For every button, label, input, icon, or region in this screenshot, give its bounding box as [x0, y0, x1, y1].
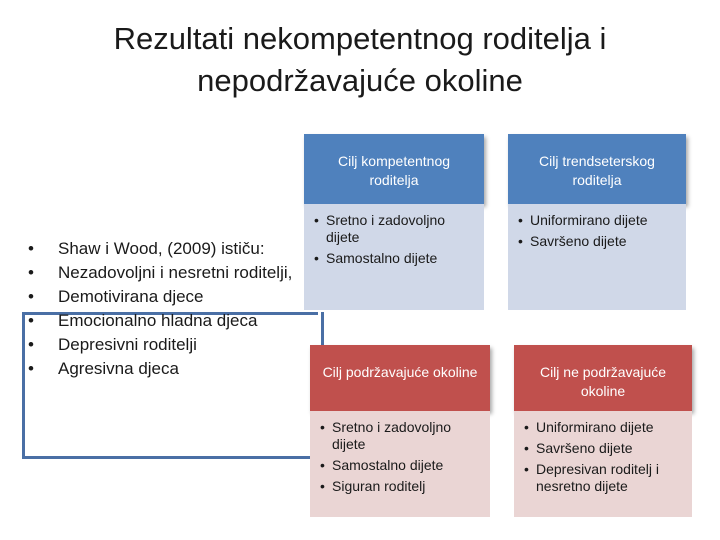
list-item: • Demotivirana djece [28, 286, 298, 308]
competent-parent-heading: Cilj kompetentnog roditelja [304, 134, 484, 204]
competent-parent-box [304, 204, 484, 310]
list-item: • Samostalno dijete [314, 250, 474, 267]
supportive-environment-heading: Cilj podržavajuće okoline [310, 345, 490, 411]
trendsetter-parent-box [508, 204, 686, 310]
list-item: • Savršeno dijete [524, 440, 682, 457]
list-item: • Sretno i zadovoljno dijete [320, 419, 480, 453]
unsupportive-environment-box [514, 411, 692, 517]
unsupportive-environment-heading: Cilj ne podržavajuće okoline [514, 345, 692, 411]
list-item: • Depresivan roditelj i nesretno dijete [524, 461, 682, 495]
list-item: • Siguran roditelj [320, 478, 480, 495]
list-item: • Depresivni roditelji [28, 334, 298, 356]
list-item: • Emocionalno hladna djeca [28, 310, 298, 332]
title-line-2: nepodržavajuće okoline [197, 63, 523, 98]
list-item: • Savršeno dijete [518, 233, 676, 250]
list-item: • Nezadovoljni i nesretni roditelji, [28, 262, 298, 284]
list-item: • Shaw i Wood, (2009) ističu: [28, 238, 298, 260]
left-bullet-list [28, 238, 298, 382]
slide-title [40, 18, 680, 102]
list-item: • Sretno i zadovoljno dijete [314, 212, 474, 246]
trendsetter-parent-heading: Cilj trendseterskog roditelja [508, 134, 686, 204]
list-item: • Samostalno dijete [320, 457, 480, 474]
list-item: • Uniformirano dijete [524, 419, 682, 436]
supportive-environment-box [310, 411, 490, 517]
list-item: • Uniformirano dijete [518, 212, 676, 229]
title-line-1: Rezultati nekompetentnog roditelja i [113, 21, 607, 56]
list-item: • Agresivna djeca [28, 358, 298, 380]
